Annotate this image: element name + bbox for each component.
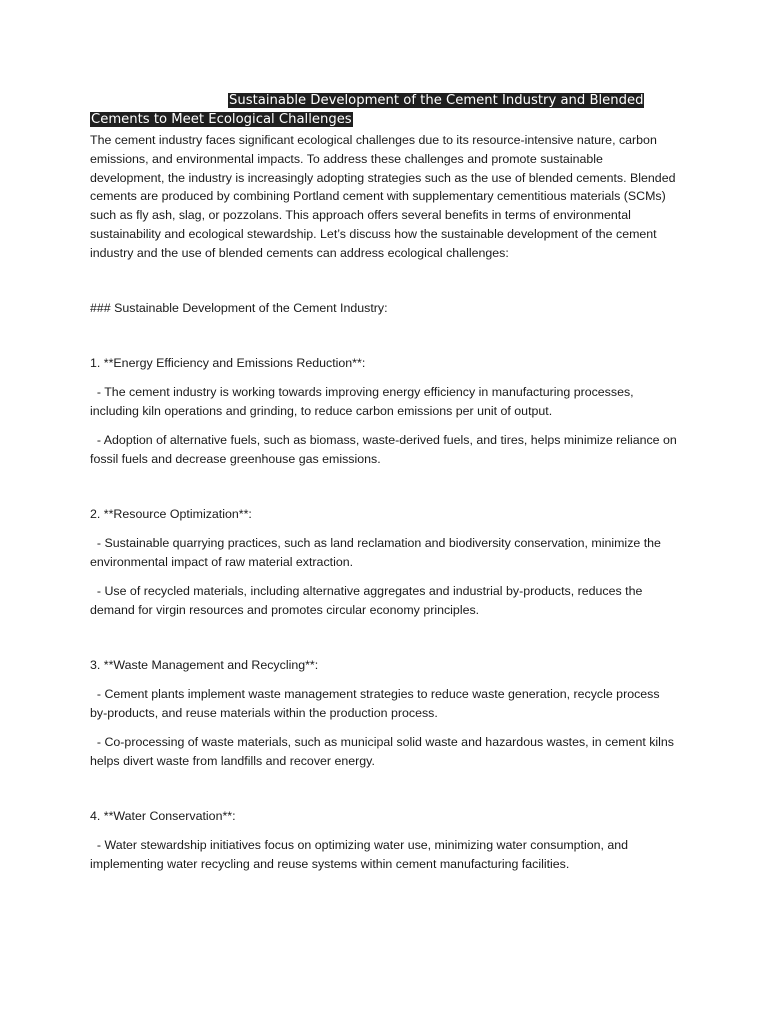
intro-paragraph: The cement industry faces significant ecological challenges due to its resource-intensive nature, carbon emissions, and environmental impacts. To address these challenges and promote sustainable development, the industry is increasingly adopting strategies such as the use of blended cements. Blended cements are produced by combining Portland cement with supplementary cementitious materials (SCMs) such as fly ash, slag, or pozzolans. This approach offers several benefits in terms of environmental sustainability and ecological stewardship. Let’s discuss how the sustainable development of the cement industry and the use of blended cements can address ecological challenges: [90,133,676,260]
bullet-text: - Adoption of alternative fuels, such as biomass, waste-derived fuels, and tires, helps minimize reliance on fossil fuels and decrease greenhouse gas emissions. [90,432,681,466]
title-highlight-2: Cements to Meet Ecological Challenges [91,112,352,127]
title-line-1 [90,91,680,110]
document-page [90,91,680,874]
title-highlight-1: Sustainable Development of the Cement Industry and Blended [229,93,644,108]
title-line-2 [90,110,680,129]
bullet-text: - The cement industry is working towards improving energy efficiency in manufacturing processes, including kiln operations and grinding, to reduce carbon emissions per unit of output. [90,385,638,418]
item-title: 4. **Water Conservation**: [90,809,236,824]
item-title: 1. **Energy Efficiency and Emissions Reduction**: [90,356,366,371]
document-title [90,91,680,129]
bullet-text: - Use of recycled materials, including alternative aggregates and industrial by-products, reduces the demand for virgin resources and promotes circular economy principles. [90,583,646,617]
bullet-text: - Sustainable quarrying practices, such as land reclamation and biodiversity conservation, minimize the environmental impact of raw material extraction. [90,536,665,569]
bullet-text: - Water stewardship initiatives focus on optimizing water use, minimizing water consumption, and implementing water recycling and reuse systems within cement manufacturing facilities. [90,838,632,871]
item-title: 2. **Resource Optimization**: [90,507,252,522]
bullet-text: - Co-processing of waste materials, such as municipal solid waste and hazardous wastes, in cement kilns helps divert waste from landfills and recover energy. [90,734,678,768]
item-title: 3. **Waste Management and Recycling**: [90,658,319,673]
bullet-text: - Cement plants implement waste management strategies to reduce waste generation, recycle process by-products, and reuse materials within the production process. [90,687,664,720]
section-heading: ### Sustainable Development of the Cement Industry: [90,300,388,315]
